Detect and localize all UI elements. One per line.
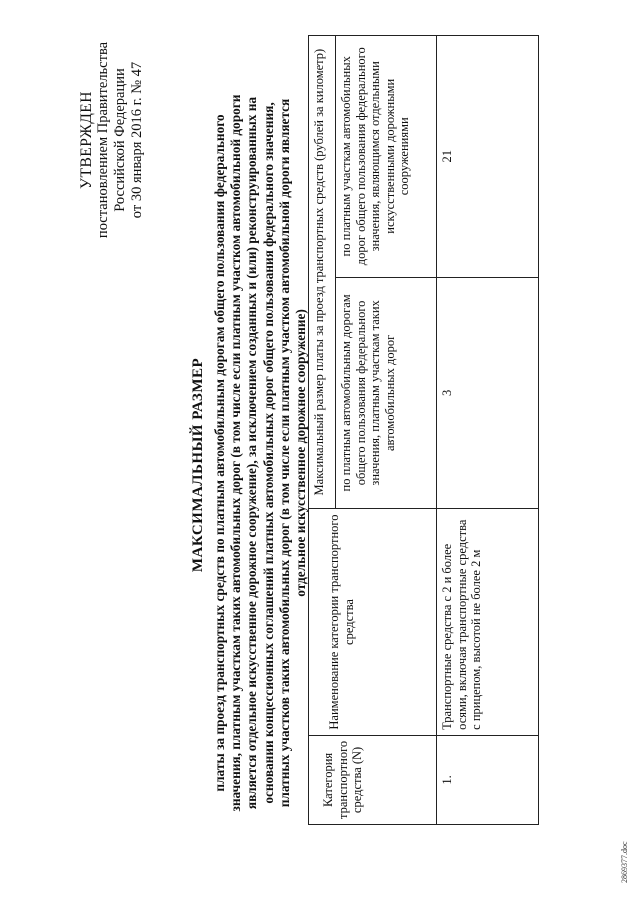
row-vehicle-name: Транспортные средства с 2 и более осями, включая транспортные средства с прицепом, высотой не более 2 м <box>437 509 539 736</box>
header-vehicle-name: Наименование категории транспортного средства <box>309 509 437 736</box>
row-category: 1. <box>437 735 539 824</box>
table-header-row-1 <box>309 36 336 825</box>
header-max-fee: Максимальный размер платы за проезд транспортных средств (рублей за километр) <box>309 36 336 509</box>
document-subtitle: платы за проезд транспортных средств по платным автомобильным дорогам общего пользования федерального значения, платным участкам таких автомобильных дорог (в том числе если платным участком автомобильной дороги является отдельное искусственное дорожное сооружение), за исключением созданных и (или) реконструированных на основании концессионных соглашений платных автомобильных дорог общего пользования федерального значения, платных участков таких автомобильных дорог (в том числе если платным участком автомобильной дороги является отдельное искусственное дорожное сооружение) <box>212 94 309 812</box>
fee-table <box>308 35 539 825</box>
header-category: Категория транспортного средства (N) <box>309 735 437 824</box>
approval-line-1: постановлением Правительства <box>95 41 111 239</box>
table-row <box>437 36 539 825</box>
row-toll-roads-value: 3 <box>437 277 539 509</box>
approval-line-3: от 30 января 2016 г. № 47 <box>129 61 145 219</box>
document-file-id: 2869377.doc <box>620 841 629 883</box>
row-structures-value: 21 <box>437 36 539 278</box>
header-toll-roads: по платным автомобильным дорогам общего пользования федерального значения, платным участкам таких автомобильных дорог <box>336 277 437 509</box>
approval-line-2: Российской Федерации <box>112 68 128 212</box>
approval-block <box>78 35 146 245</box>
header-artificial-structures: по платным участкам автомобильных дорог общего пользования федерального значения, являющимся отдельными искусственными дорожными сооружениями <box>336 36 437 278</box>
document-title: МАКСИМАЛЬНЫЙ РАЗМЕР <box>190 357 206 573</box>
approval-heading: УТВЕРЖДЕН <box>78 91 95 189</box>
